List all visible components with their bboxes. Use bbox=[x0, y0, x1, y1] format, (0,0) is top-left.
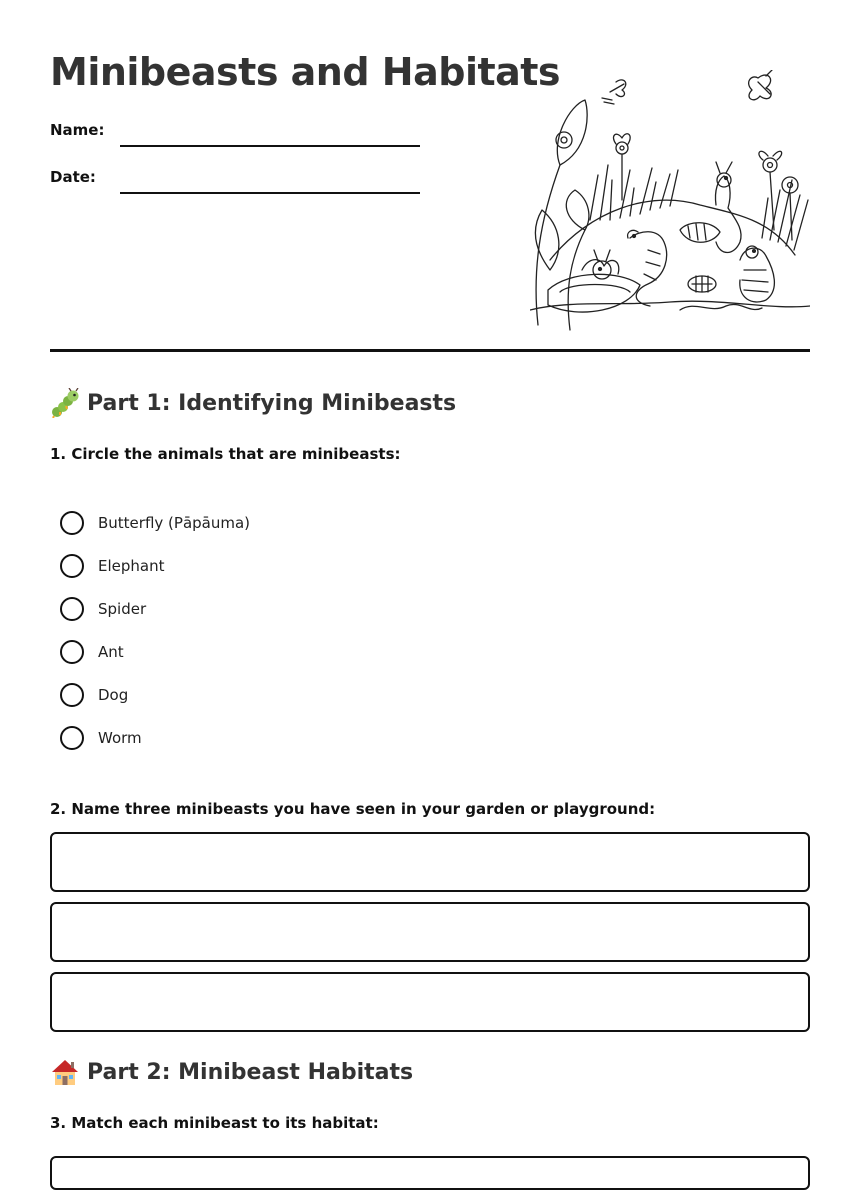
answer-input-2[interactable] bbox=[52, 904, 808, 960]
question-2: 2. Name three minibeasts you have seen in your garden or playground: bbox=[50, 800, 656, 818]
worksheet-title: Minibeasts and Habitats bbox=[50, 50, 561, 94]
option-label: Worm bbox=[98, 729, 142, 747]
answer-input-1[interactable] bbox=[52, 834, 808, 890]
option-radio[interactable] bbox=[60, 554, 84, 578]
date-field[interactable] bbox=[120, 168, 420, 194]
date-label: Date: bbox=[50, 168, 96, 186]
minibeast-garden-illustration bbox=[530, 70, 810, 332]
caterpillar-icon bbox=[50, 388, 80, 418]
house-icon bbox=[50, 1057, 80, 1087]
option-label: Spider bbox=[98, 600, 147, 618]
option-radio[interactable] bbox=[60, 597, 84, 621]
matching-box bbox=[50, 1156, 810, 1190]
option-butterfly[interactable] bbox=[60, 510, 250, 536]
option-elephant[interactable] bbox=[60, 553, 164, 579]
option-label: Elephant bbox=[98, 557, 165, 575]
option-spider[interactable] bbox=[60, 596, 146, 622]
part1-title: Part 1: Identifying Minibeasts bbox=[87, 390, 457, 416]
part2-title: Part 2: Minibeast Habitats bbox=[87, 1059, 414, 1085]
option-worm[interactable] bbox=[60, 725, 142, 751]
question-3: 3. Match each minibeast to its habitat: bbox=[50, 1114, 379, 1132]
option-label: Dog bbox=[98, 686, 129, 704]
option-dog[interactable] bbox=[60, 682, 128, 708]
answer-box-3 bbox=[50, 972, 810, 1032]
name-label: Name: bbox=[50, 121, 105, 139]
answer-box-1 bbox=[50, 832, 810, 892]
option-label: Ant bbox=[98, 643, 124, 661]
name-field[interactable] bbox=[120, 121, 420, 147]
answer-input-3[interactable] bbox=[52, 974, 808, 1030]
part1-heading bbox=[50, 388, 456, 418]
option-radio[interactable] bbox=[60, 726, 84, 750]
option-radio[interactable] bbox=[60, 640, 84, 664]
header-divider bbox=[50, 349, 810, 352]
option-radio[interactable] bbox=[60, 511, 84, 535]
option-ant[interactable] bbox=[60, 639, 124, 665]
option-radio[interactable] bbox=[60, 683, 84, 707]
option-label: Butterfly (Pāpāuma) bbox=[98, 514, 251, 532]
answer-box-2 bbox=[50, 902, 810, 962]
worksheet-page bbox=[50, 0, 810, 1161]
part2-heading bbox=[50, 1057, 413, 1087]
question-1: 1. Circle the animals that are minibeasts: bbox=[50, 445, 401, 463]
